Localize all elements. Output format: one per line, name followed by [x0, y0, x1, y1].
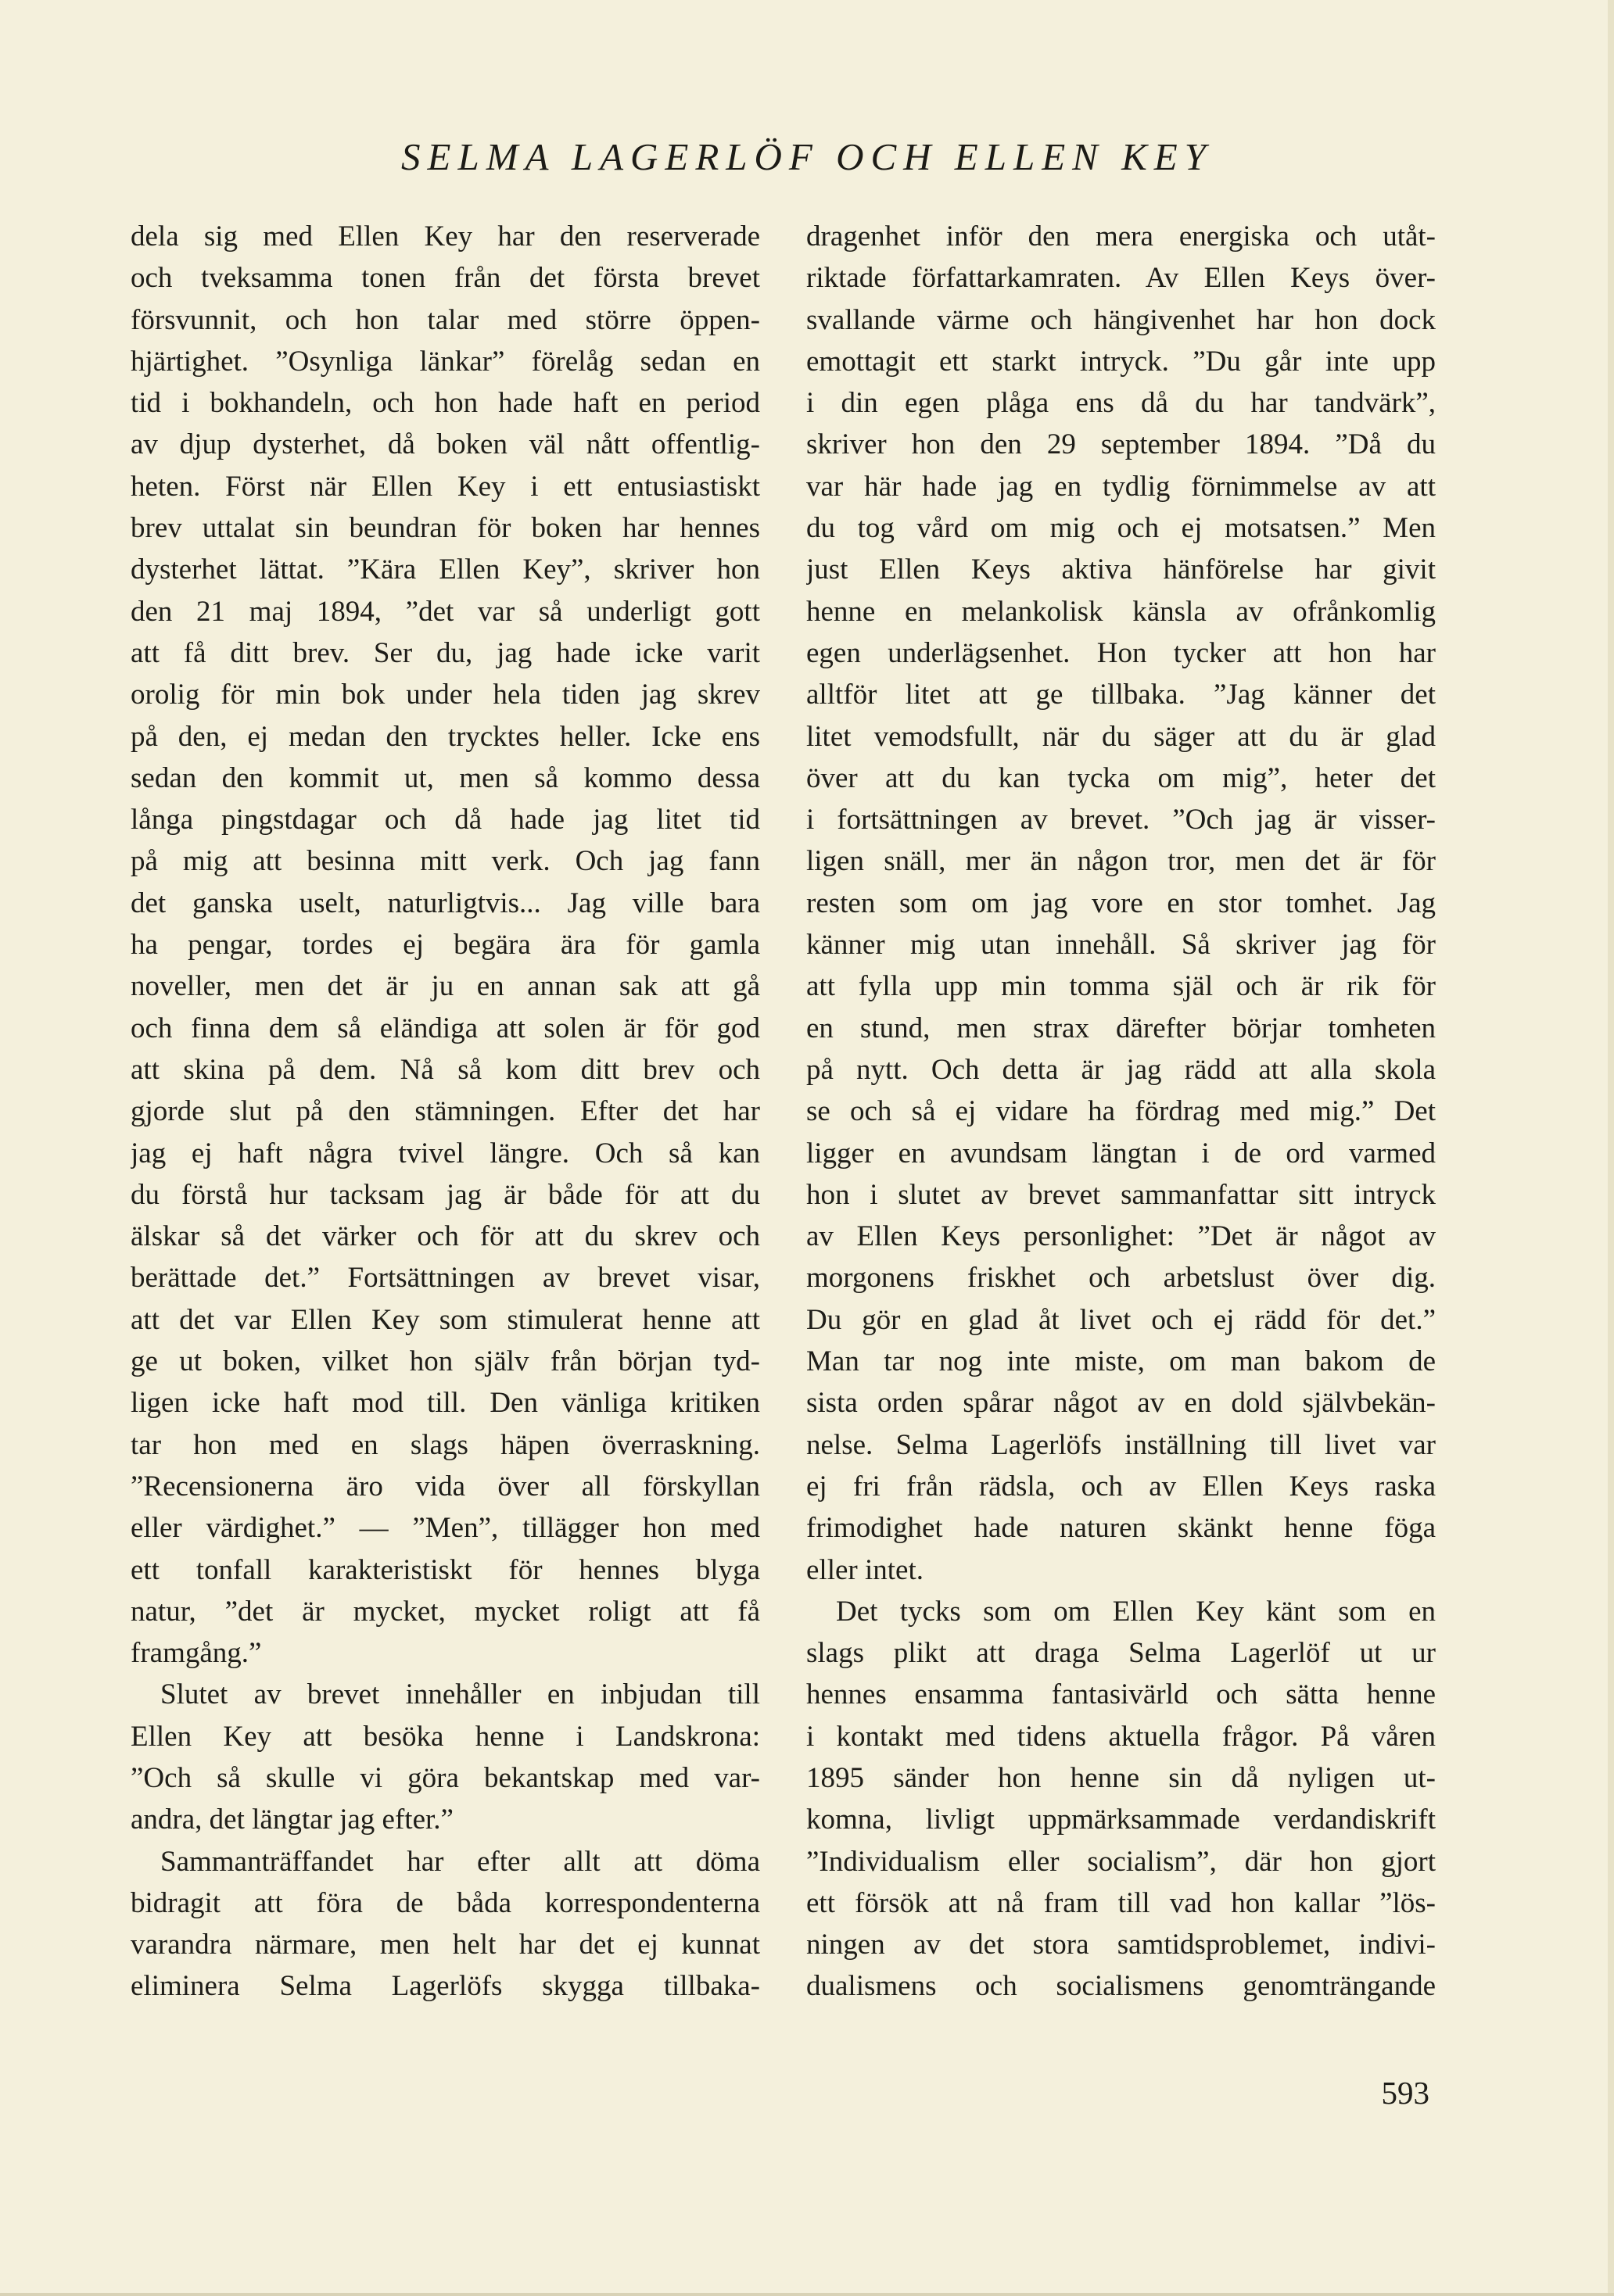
- text-line: sedan den kommit ut, men så kommo dessa: [131, 761, 760, 794]
- text-line: Du gör en glad åt livet och ej rädd för det.”: [806, 1303, 1436, 1336]
- text-line: dysterhet lättat. ”Kära Ellen Key”, skriver hon: [131, 553, 760, 586]
- text-line: svallande värme och hängivenhet har hon dock: [806, 303, 1436, 336]
- text-line: frimodighet hade naturen skänkt henne föga: [806, 1512, 1436, 1545]
- text-line: var här hade jag en tydlig förnimmelse av att: [806, 470, 1436, 503]
- text-line: dualismens och socialismens genomträngande: [806, 1970, 1436, 2003]
- text-line: komna, livligt uppmärksammade verdandiskrift: [806, 1803, 1436, 1836]
- text-line: litet vemodsfullt, när du säger att du är glad: [806, 720, 1436, 753]
- text-line: hjärtighet. ”Osynliga länkar” förelåg sedan en: [131, 345, 760, 378]
- text-line: över att du kan tycka om mig”, heter det: [806, 761, 1436, 794]
- text-line: ”Och så skulle vi göra bekantskap med var-: [131, 1761, 760, 1794]
- text-line: riktade författarkamraten. Av Ellen Keys över-: [806, 262, 1436, 295]
- text-line: nelse. Selma Lagerlöfs inställning till livet var: [806, 1428, 1436, 1461]
- text-line: eller intet.: [806, 1553, 924, 1586]
- text-line: Man tar nog inte miste, om man bakom de: [806, 1345, 1436, 1378]
- text-line: heten. Först när Ellen Key i ett entusiastiskt: [131, 470, 760, 503]
- text-line: på mig att besinna mitt verk. Och jag fann: [131, 845, 760, 878]
- text-line: ge ut boken, vilket hon själv från början tyd-: [131, 1345, 760, 1378]
- text-line: ”Recensionerna äro vida över all förskyllan: [131, 1470, 760, 1503]
- text-line: morgonens friskhet och arbetslust över dig.: [806, 1262, 1436, 1295]
- text-line: ej fri från rädsla, och av Ellen Keys raska: [806, 1470, 1436, 1503]
- text-line: långa pingstdagar och då hade jag litet tid: [131, 804, 760, 836]
- text-line: en stund, men strax därefter börjar tomheten: [806, 1012, 1436, 1044]
- text-line: alltför litet att ge tillbaka. ”Jag känner det: [806, 679, 1436, 711]
- text-line: att fylla upp min tomma själ och är rik för: [806, 970, 1436, 1003]
- text-line: ”Individualism eller socialism”, där hon gjort: [806, 1845, 1436, 1878]
- text-line: i din egen plåga ens då du har tandvärk”,: [806, 387, 1436, 420]
- text-line: emottagit ett starkt intryck. ”Du går inte upp: [806, 345, 1436, 378]
- text-line: 1895 sänder hon henne sin då nyligen ut-: [806, 1761, 1436, 1794]
- left-column: [131, 216, 760, 2008]
- text-line: orolig för min bok under hela tiden jag skrev: [131, 679, 760, 711]
- text-line: berättade det.” Fortsättningen av brevet visar,: [131, 1262, 760, 1295]
- right-column: [806, 216, 1436, 2008]
- text-line: gjorde slut på den stämningen. Efter det har: [131, 1095, 760, 1128]
- text-line: ligger en avundsam längtan i de ord varmed: [806, 1137, 1436, 1169]
- text-line: att det var Ellen Key som stimulerat henne att: [131, 1303, 760, 1336]
- text-line: tar hon med en slags häpen överraskning.: [131, 1428, 760, 1461]
- text-line: i fortsättningen av brevet. ”Och jag är visser-: [806, 804, 1436, 836]
- page-bottom-edge: [0, 2293, 1614, 2296]
- text-line: just Ellen Keys aktiva hänförelse har givit: [806, 553, 1436, 586]
- text-line: varandra närmare, men helt har det ej kunnat: [131, 1929, 760, 1961]
- text-line: ligen icke haft mod till. Den vänliga kritiken: [131, 1387, 760, 1420]
- text-line: dela sig med Ellen Key har den reserverade: [131, 220, 760, 253]
- text-line: älskar så det värker och för att du skrev och: [131, 1220, 760, 1253]
- text-line: dragenhet inför den mera energiska och utåt-: [806, 220, 1436, 253]
- text-line: att få ditt brev. Ser du, jag hade icke varit: [131, 636, 760, 669]
- text-line: försvunnit, och hon talar med större öppen-: [131, 303, 760, 336]
- text-line: slags plikt att draga Selma Lagerlöf ut ur: [806, 1637, 1436, 1670]
- text-line: ett tonfall karakteristiskt för hennes blyga: [131, 1553, 760, 1586]
- text-line: eliminera Selma Lagerlöfs skygga tillbaka-: [131, 1970, 760, 2003]
- page-number: 593: [1381, 2075, 1429, 2111]
- text-line: och tveksamma tonen från det första brevet: [131, 262, 760, 295]
- text-line: jag ej haft några tvivel längre. Och så kan: [131, 1137, 760, 1169]
- text-line: brev uttalat sin beundran för boken har hennes: [131, 512, 760, 545]
- text-line: bidragit att föra de båda korrespondenterna: [131, 1886, 760, 1919]
- text-line: andra, det längtar jag efter.”: [131, 1803, 454, 1836]
- text-line: det ganska uselt, naturligtvis... Jag ville bara: [131, 887, 760, 919]
- text-line: ett försök att nå fram till vad hon kallar ”lös-: [806, 1886, 1436, 1919]
- text-line: att skina på dem. Nå så kom ditt brev och: [131, 1053, 760, 1086]
- text-line: du tog vård om mig och ej motsatsen.” Men: [806, 512, 1436, 545]
- text-line: hon i slutet av brevet sammanfattar sitt intryck: [806, 1178, 1436, 1211]
- text-line: av Ellen Keys personlighet: ”Det är något av: [806, 1220, 1436, 1253]
- text-line: egen underlägsenhet. Hon tycker att hon har: [806, 636, 1436, 669]
- text-line: på nytt. Och detta är jag rädd att alla skola: [806, 1053, 1436, 1086]
- text-line: framgång.”: [131, 1637, 262, 1670]
- running-title: SELMA LAGERLÖF OCH ELLEN KEY: [401, 135, 1213, 178]
- text-line: resten som om jag vore en stor tomhet. Jag: [806, 887, 1436, 919]
- text-line: tid i bokhandeln, och hon hade haft en period: [131, 387, 760, 420]
- text-line: eller värdighet.” — ”Men”, tillägger hon med: [131, 1512, 760, 1545]
- text-line: skriver hon den 29 september 1894. ”Då du: [806, 428, 1436, 461]
- text-line: Slutet av brevet innehåller en inbjudan till: [160, 1678, 760, 1711]
- text-line: natur, ”det är mycket, mycket roligt att få: [131, 1595, 760, 1628]
- text-line: hennes ensamma fantasivärld och sätta henne: [806, 1678, 1436, 1711]
- text-line: i kontakt med tidens aktuella frågor. På våren: [806, 1720, 1436, 1753]
- text-line: Ellen Key att besöka henne i Landskrona:: [131, 1720, 760, 1753]
- text-line: se och så ej vidare ha fördrag med mig.” Det: [806, 1095, 1436, 1128]
- text-line: noveller, men det är ju en annan sak att gå: [131, 970, 760, 1003]
- text-line: ningen av det stora samtidsproblemet, indivi-: [806, 1929, 1436, 1961]
- text-line: Sammanträffandet har efter allt att döma: [160, 1845, 760, 1878]
- page-edge: [1608, 0, 1614, 2296]
- text-line: av djup dysterhet, då boken väl nått offentlig-: [131, 428, 760, 461]
- text-line: ligen snäll, mer än någon tror, men det är för: [806, 845, 1436, 878]
- text-line: du förstå hur tacksam jag är både för att du: [131, 1178, 760, 1211]
- text-line: känner mig utan innehåll. Så skriver jag för: [806, 929, 1436, 962]
- text-line: och finna dem så eländiga att solen är för god: [131, 1012, 760, 1044]
- text-line: den 21 maj 1894, ”det var så underligt gott: [131, 595, 760, 628]
- text-line: sista orden spårar något av en dold självbekän-: [806, 1387, 1436, 1420]
- text-line: på den, ej medan den trycktes heller. Icke ens: [131, 720, 760, 753]
- text-line: Det tycks som om Ellen Key känt som en: [836, 1595, 1436, 1628]
- text-line: henne en melankolisk känsla av ofrånkomlig: [806, 595, 1436, 628]
- text-line: ha pengar, tordes ej begära ära för gamla: [131, 929, 760, 962]
